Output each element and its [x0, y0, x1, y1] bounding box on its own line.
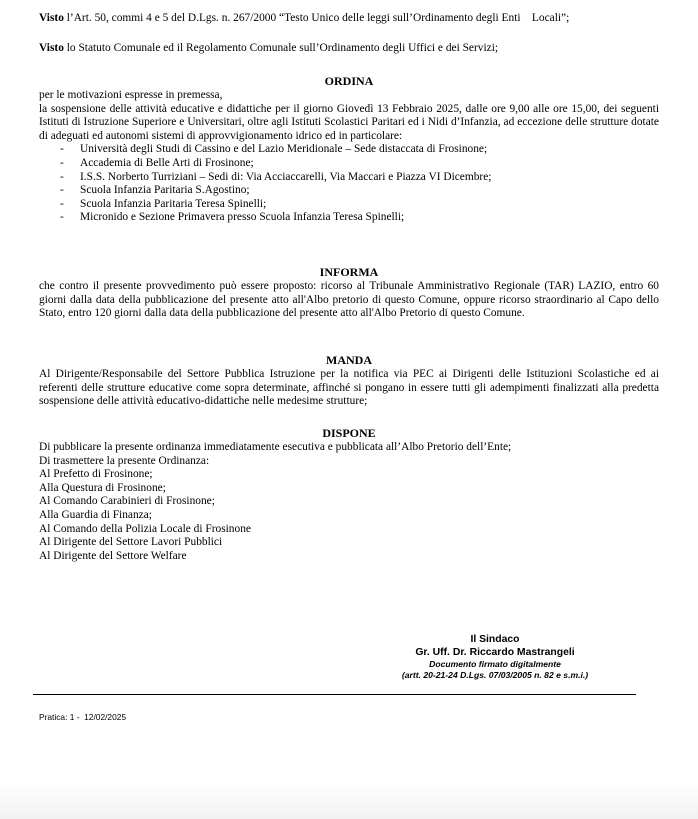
page-bottom-margin: [0, 786, 698, 819]
institutes-list: [39, 143, 659, 225]
list-item: - Scuola Infanzia Paritaria Teresa Spinelli;: [60, 197, 267, 210]
manda-heading: MANDA: [326, 353, 372, 367]
signature-name: Gr. Uff. Dr. Riccardo Mastrangeli: [415, 647, 575, 658]
list-item: - I.S.S. Norberto Turriziani – Sedi di: Via Acciaccarelli, Via Maccari e Piazza VI Dicembre;: [60, 170, 492, 183]
signature-note: Documento firmato digitalmente: [429, 659, 561, 669]
recipient-line: Alla Questura di Frosinone;: [39, 481, 166, 494]
recipient-line: Al Dirigente del Settore Welfare: [39, 549, 187, 562]
recipient-line: Al Dirigente del Settore Lavori Pubblici: [39, 536, 223, 549]
visto-statuto-text: lo Statuto Comunale ed il Regolamento Comunale sull’Ordinamento degli Uffici e dei Servizi;: [63, 42, 499, 54]
ordina-body: la sospensione delle attività educative e didattiche per il giorno Giovedì 13 Febbraio 2025, dalle ore 9,00 alle ore 15,00, dei seguenti Istituti di Istruzione Superiore e Universitari, oltre agli Istituti Scolastici Paritari ed i Nidi d’Infanzia, ad eccezione delle strutture dotate di adeguati ed autonomi sistemi di approvvigionamento idrico ed in particolare:: [39, 102, 659, 142]
recipient-line: Al Comando della Polizia Locale di Frosinone: [39, 522, 251, 535]
informa-body: che contro il presente provvedimento può essere proposto: ricorso al Tribunale Amministrativo Regionale (TAR) LAZIO, entro 60 giorni dalla data della pubblicazione del presente atto all'Albo pretorio di questo Comune, oppure ricorso straordinario al Capo dello Stato, entro 120 giorni dalla data della pubblicazione del presente atto all'Albo Pretorio di questo Comune.: [39, 280, 659, 320]
visto-label: Visto: [39, 42, 64, 54]
signature-law: (artt. 20-21-24 D.Lgs. 07/03/2005 n. 82 e s.m.i.): [401, 670, 589, 680]
list-item: - Scuola Infanzia Paritaria S.Agostino;: [60, 184, 250, 197]
ordina-section: [39, 89, 659, 225]
informa-heading: INFORMA: [319, 265, 379, 279]
recipient-line: Alla Guardia di Finanza;: [39, 508, 152, 521]
manda-section: [39, 368, 659, 409]
footer-divider: [33, 694, 636, 695]
visto-statuto-line: [39, 42, 498, 54]
signature-role: Il Sindaco: [470, 634, 520, 645]
footer-pratica: Pratica: 1 - 12/02/2025: [39, 712, 127, 722]
list-item: - Accademia di Belle Arti di Frosinone;: [60, 156, 254, 169]
list-item: - Micronido e Sezione Primavera presso Scuola Infanzia Teresa Spinelli;: [60, 211, 405, 224]
recipient-line: Al Comando Carabinieri di Frosinone;: [39, 495, 215, 508]
recipient-line: Al Prefetto di Frosinone;: [39, 468, 153, 481]
ordina-heading: ORDINA: [324, 74, 374, 88]
dispone-line: Di pubblicare la presente ordinanza immediatamente esecutiva e pubblicata all’Albo Pretorio dell’Ente;: [39, 441, 512, 453]
visto-label: Visto: [39, 12, 64, 24]
dispone-line: Di trasmettere la presente Ordinanza:: [39, 454, 210, 467]
ordina-intro: per le motivazioni espresse in premessa,: [39, 89, 223, 101]
dispone-section: [39, 441, 659, 563]
signature-block: [370, 633, 620, 681]
list-item: - Università degli Studi di Cassino e del Lazio Meridionale – Sede distaccata di Frosinone;: [60, 143, 488, 156]
visto-tuel-line: [39, 12, 569, 24]
dispone-heading: DISPONE: [322, 426, 376, 440]
manda-body: Al Dirigente/Responsabile del Settore Pubblica Istruzione per la notifica via PEC ai Dirigenti delle Istituzioni Scolastiche ed ai referenti delle strutture educative come sopra determinate, affinché si pongano in essere tutti gli adempimenti finalizzati alla predetta sospensione delle attività educativo-didattiche nelle medesime strutture;: [39, 368, 659, 408]
visto-tuel-text: l’Art. 50, commi 4 e 5 del D.Lgs. n. 267/2000 “Testo Unico delle leggi sull’Ordinamento degli Enti Locali”;: [63, 12, 570, 24]
informa-section: [39, 280, 659, 321]
